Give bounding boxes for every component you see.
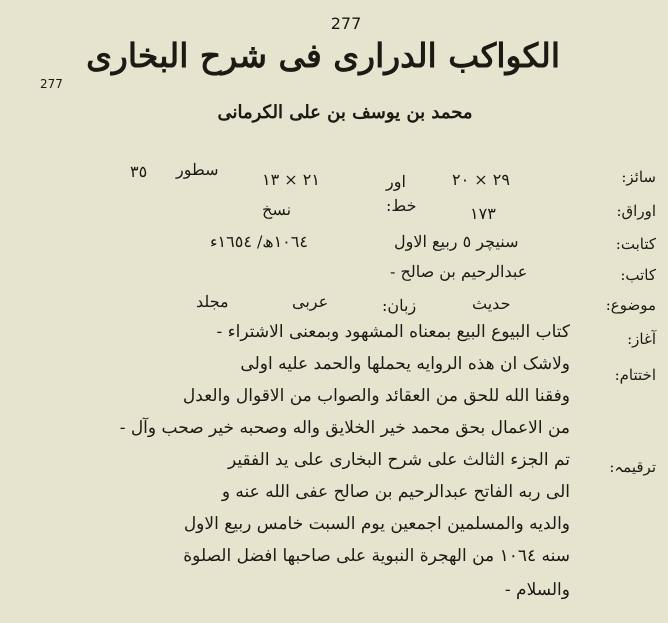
language-value: عربی <box>292 292 329 311</box>
subject-label: موضوع: <box>605 296 656 314</box>
side-page-number: 277 <box>40 77 63 91</box>
language-label: زبان: <box>382 296 417 315</box>
incipit-line: کتاب البیوع البیع بمعناه المشهود وبمعنی الاشتراء - <box>216 322 570 342</box>
colophon-line: الی ربه الفاتح عبدالرحیم بن صالح عفی الله عنه و <box>221 482 570 502</box>
folios-value: ١٧٣ <box>470 204 496 223</box>
scribe-label: کاتب: <box>620 266 656 284</box>
scribing-value: سنیچر ٥ ربیع الاول <box>394 232 519 251</box>
incipit-label: آغاز: <box>627 330 656 348</box>
manuscript-author: محمد بن يوسف بن على الكرمانى <box>217 102 473 123</box>
size-value-left: ٢٩ × ٢٠ <box>452 170 510 189</box>
scribing-date: ١٠٦٤ھ/ ١٦٥٤ء <box>210 232 308 251</box>
scribe-value: عبدالرحیم بن صالح - <box>390 262 528 281</box>
manuscript-title: الكواكب الدرارى فى شرح البخارى <box>86 36 560 75</box>
script-value: نسخ <box>262 200 292 219</box>
colophon-line: والدیه والمسلمین اجمعین یوم السبت خامس ربیع الاول <box>183 514 570 534</box>
size-label: سائز: <box>621 168 656 186</box>
explicit-label: اختتام: <box>614 366 656 384</box>
page-number: 277 <box>330 14 362 33</box>
explicit-line: ولاشک ان هذه الروایه یحملها والحمد علیه اولی <box>240 354 570 374</box>
colophon-line: والسلام - <box>504 580 570 600</box>
subject-value: حدیث <box>472 294 511 313</box>
colophon-label: ترقیمہ: <box>609 458 656 476</box>
colophon-line: سنه ١٠٦٤ من الهجرة النبویة علی صاحبها افضل الصلوة <box>183 546 570 566</box>
script-label: خط: <box>386 196 417 215</box>
scribing-label: کتابت: <box>615 235 656 253</box>
explicit-line: من الاعمال بحق محمد خیر الخلایق واله وصحبه خیر صحب وآل - <box>119 418 570 438</box>
explicit-line: وفقنا الله للحق من العقائد والصواب من الاقوال والعدل <box>182 386 570 406</box>
lines-value: ٣٥ <box>130 162 148 181</box>
lines-label: سطور <box>176 160 219 179</box>
size-value-right: ٢١ × ١٣ <box>262 170 320 189</box>
size-and-label: اور <box>386 172 406 191</box>
colophon-line: تم الجزء الثالث علی شرح البخاری علی ید الفقیر <box>227 450 570 470</box>
binding-value: مجلد <box>196 292 229 311</box>
folios-label: اوراق: <box>616 202 656 220</box>
